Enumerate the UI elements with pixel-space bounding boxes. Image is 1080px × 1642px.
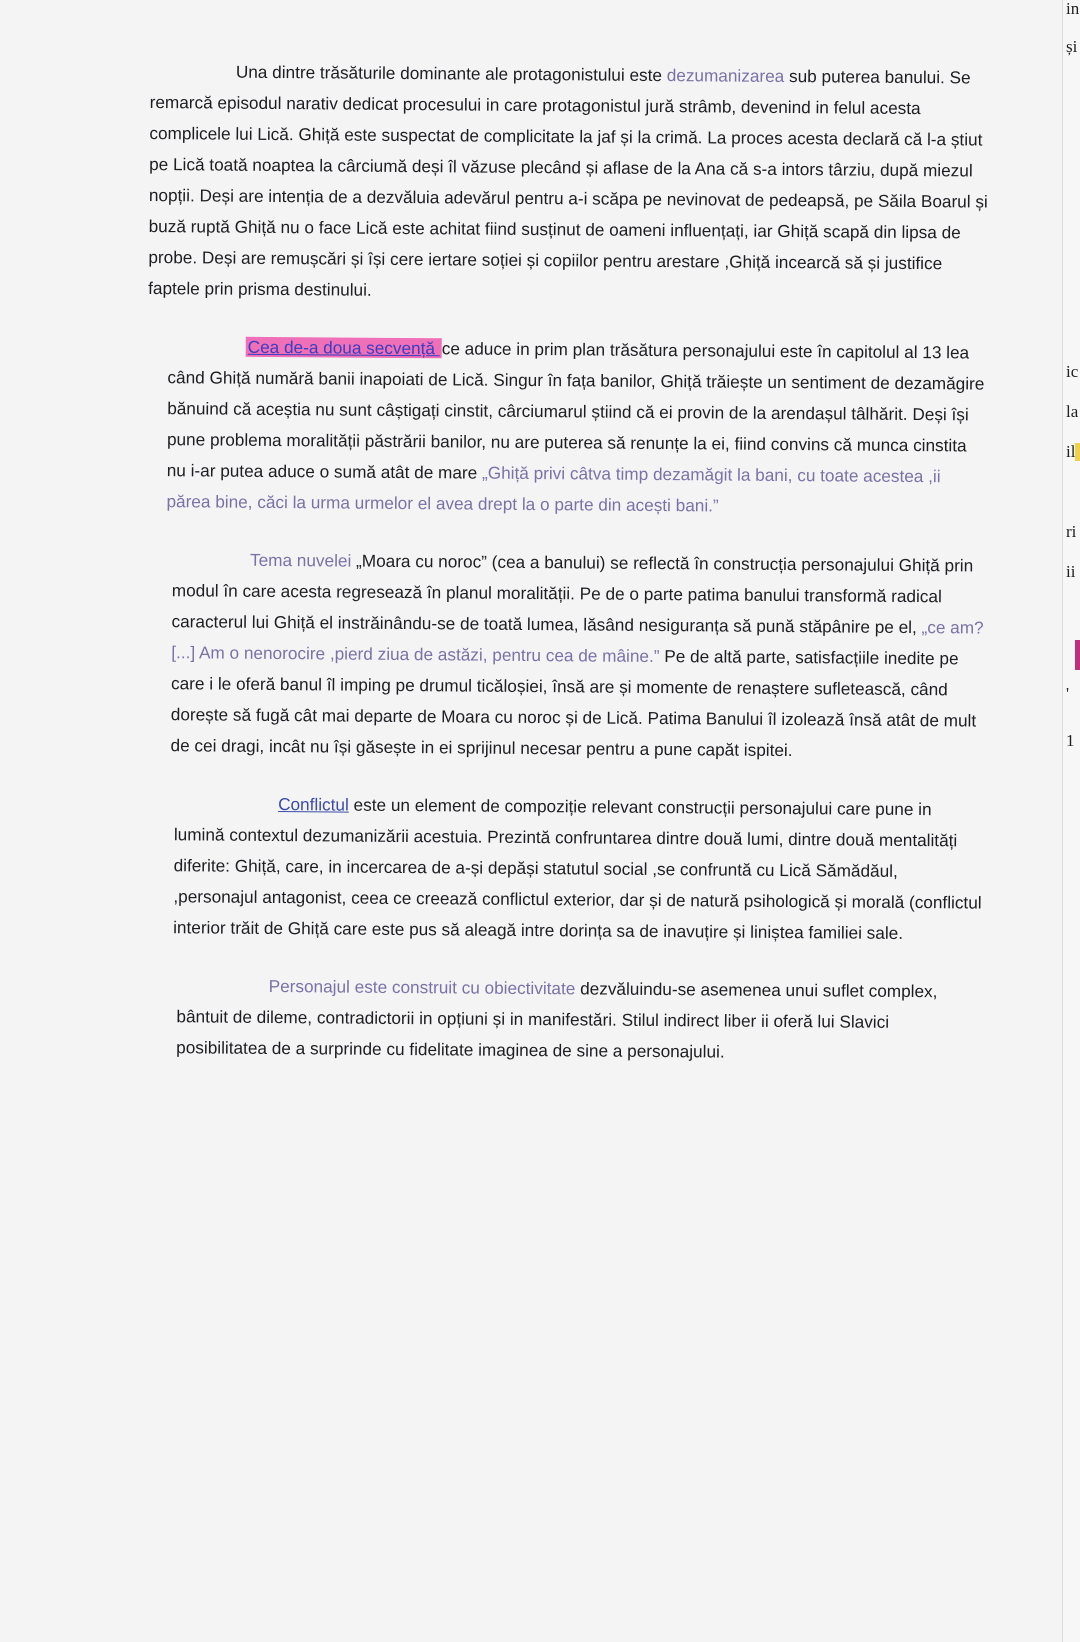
edge-highlight-mark — [1075, 640, 1080, 670]
text-run: este un element de compoziție relevant construcții personajului care pune in lumină contextul dezumanizării acestuia. Prezintă confruntarea dintre două lumi, dintre două mentalități diferite: Ghiță, care, in incercarea de a-și depăși statutul social ,se confruntă cu Lică Sămădăul, ,personajul antagonist, ceea ce creează conflictul exterior, dar și de natură psihologică și morală (conflictul interior trăit de Ghiță care este pus să aleagă intre dorința sa de inavuțire și liniștea familiei sale. — [173, 794, 982, 943]
edge-highlight-mark — [1075, 443, 1080, 461]
accent-text-run: Tema nuvelei — [249, 549, 357, 571]
accent-text-run: dezumanizarea — [666, 65, 785, 86]
text-run: Pe de altă parte, satisfacțiile inedite pe care i le oferă banul îl imping pe drumul ticăloșiei, însă are și momente de renaștere sufletească, când dorește să fugă cât mai departe de Moara cu noroc și de Lică. Patima Banului îl izolează însă atât de mult de cei dragi, incât nu își găsește in ei sprijinul necesar pentru a pune capăt ispitei. — [170, 646, 977, 761]
quote-text-run: „Ghiță privi câtva timp dezamăgit la bani, cu toate acestea ,ii părea bine, căci la urma urmelor el avea drept la o parte din acești bani.” — [166, 462, 941, 516]
edge-text-fragment: la — [1066, 402, 1079, 421]
paragraph — [170, 544, 986, 767]
text-run: sub puterea banului. Se remarcă episodul narativ dedicat procesului in care protagonistul jură strâmb, devenind in felul acesta complicele lui Lică. Ghiță este suspectat de complicitate la jaf și la crimă. La proces acesta declară că l-a știut pe Lică toată noaptea la cârciumă deși îl văzuse plecând și aflase de la Ana că s-a intors târziu, după miezul nopții. Deși are intenția de a dezvăluia adevărul pentru a-i scăpa pe nevinovat de pedeapsă, pe Săila Boarul și buză ruptă Ghiță nu o face Lică este achitat fiind susținut de oameni influențați, iar Ghiță scapă din lipsa de probe. Deși are remușcări și își cere iertare soției și copiilor pentru arestare ,Ghiță incearcă să și justifice faptele prin prisma destinului. — [148, 65, 988, 300]
paragraph — [176, 970, 983, 1069]
edge-text-fragment: 1 — [1066, 731, 1075, 750]
highlighted-text-run: Cea de-a doua secvență — [247, 336, 440, 359]
edge-text-fragment: il — [1066, 442, 1076, 461]
edge-text-fragment: in — [1066, 0, 1080, 18]
text-run: ce aduce in prim plan trăsătura personajului este în capitolul al 13 lea când Ghiță numără banii inapoiati de Lică. Singur în fața banilor, Ghiță trăiește un sentiment de dezamăgire bănuind că aceștia nu sunt câștigați cinstit, cârciumarul știind că ei provin de la arendașul tâlhărit. Deși își pune problema moralității păstrării banilor, nu are puterea să renunțe la ei, fiind convins că munca cinstita nu i-ar putea aduce o sumă atât de mare — [166, 338, 985, 483]
edge-text-fragment: și — [1066, 37, 1078, 56]
paragraph — [148, 56, 990, 311]
paragraph — [166, 331, 987, 523]
edge-text-fragment: ic — [1066, 362, 1079, 381]
underlined-text-run: Conflictul — [278, 794, 349, 815]
paragraph — [173, 788, 984, 949]
text-run: Una dintre trăsăturile dominante ale protagonistului este — [235, 61, 667, 86]
quote-text-run: „ce am?[...] Am o nenorocire ,pierd ziua de astăzi, pentru cea de mâine.” — [171, 617, 984, 667]
edge-text-fragment: ii — [1066, 562, 1076, 581]
edge-text-fragment: ri — [1066, 522, 1077, 541]
document-body — [142, 56, 990, 1097]
edge-text-fragment: ' — [1066, 684, 1070, 703]
text-run: dezvăluindu-se asemenea unui suflet complex, bântuit de dileme, contradictorii in opțiuni și in manifestări. Stilul indirect liber ii oferă lui Slavici posibilitatea de a surprinde cu fidelitate imaginea de sine a personajului. — [176, 978, 938, 1062]
text-run: „Moara cu noroc” (cea a banului) se reflectă în construcția personajului Ghiță prin modul în care acesta regresează în planul moralității. Pe de o parte patima banului transformă radical caracterul lui Ghiță el instrăinându-se de toată lumea, lăsând nesiguranța să pună stăpânire pe el, — [171, 550, 974, 638]
adjacent-page-edge — [1062, 0, 1080, 1642]
accent-text-run: Personajul este construit cu obiectivitate — [268, 975, 576, 999]
